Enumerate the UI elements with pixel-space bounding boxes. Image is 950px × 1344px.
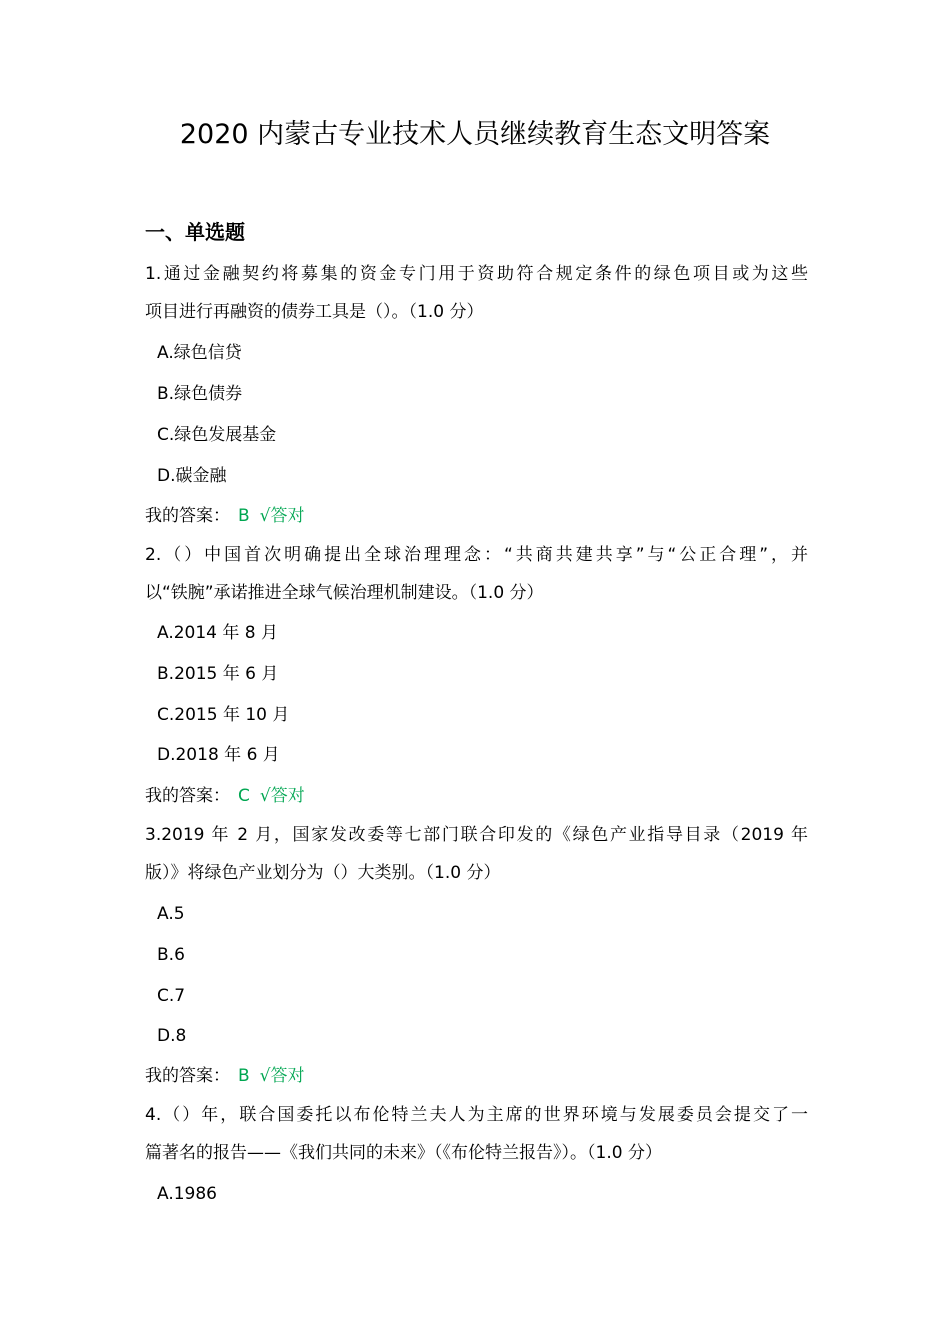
answer-status: √答对 [259, 506, 305, 526]
question-1-option-b: B.绿色债券 [157, 384, 243, 404]
question-2-option-c: C.2015 年 10 月 [157, 705, 290, 725]
question-4-option-a: A.1986 [157, 1184, 217, 1204]
answer-status: √答对 [259, 786, 305, 806]
question-2-text-line-1: 2.（）中国首次明确提出全球治理理念：“共商共建共享”与“公正合理”，并 [145, 545, 808, 565]
answer-label: 我的答案： [145, 1066, 230, 1086]
answer-value: B [238, 506, 250, 526]
question-1-option-c: C.绿色发展基金 [157, 425, 277, 445]
answer-status: √答对 [259, 1066, 305, 1086]
question-2-option-a: A.2014 年 8 月 [157, 623, 279, 643]
answer-label: 我的答案： [145, 786, 230, 806]
question-1-answer [145, 505, 305, 527]
question-3-option-c: C.7 [157, 986, 186, 1006]
answer-value: B [238, 1066, 250, 1086]
question-1-option-a: A.绿色信贷 [157, 343, 242, 363]
question-1-option-d: D.碳金融 [157, 466, 227, 486]
question-4-text-line-1: 4.（）年，联合国委托以布伦特兰夫人为主席的世界环境与发展委员会提交了一 [145, 1105, 808, 1125]
question-3-option-d: D.8 [157, 1026, 187, 1046]
section-title: 一、单选题 [145, 220, 245, 244]
question-1-text-line-2: 项目进行再融资的债券工具是（）。（1.0 分） [145, 302, 484, 322]
question-3-option-a: A.5 [157, 904, 185, 924]
document-title: 2020 内蒙古专业技术人员继续教育生态文明答案 [179, 119, 771, 150]
question-3-option-b: B.6 [157, 945, 185, 965]
answer-label: 我的答案： [145, 506, 230, 526]
question-3-answer [145, 1065, 305, 1087]
question-3-text-line-2: 版）》将绿色产业划分为（）大类别。（1.0 分） [145, 863, 501, 883]
question-2-option-d: D.2018 年 6 月 [157, 745, 280, 765]
question-2-answer [145, 785, 305, 807]
answer-value: C [238, 786, 250, 806]
question-3-text-line-1: 3.2019 年 2 月，国家发改委等七部门联合印发的《绿色产业指导目录（2019 年 [145, 825, 808, 845]
question-2-option-b: B.2015 年 6 月 [157, 664, 279, 684]
question-4-text-line-2: 篇著名的报告——《我们共同的未来》（《布伦特兰报告》）。（1.0 分） [145, 1143, 662, 1163]
question-2-text-line-2: 以“铁腕”承诺推进全球气候治理机制建设。（1.0 分） [145, 583, 544, 603]
question-1-text-line-1: 1.通过金融契约将募集的资金专门用于资助符合规定条件的绿色项目或为这些 [145, 264, 808, 284]
